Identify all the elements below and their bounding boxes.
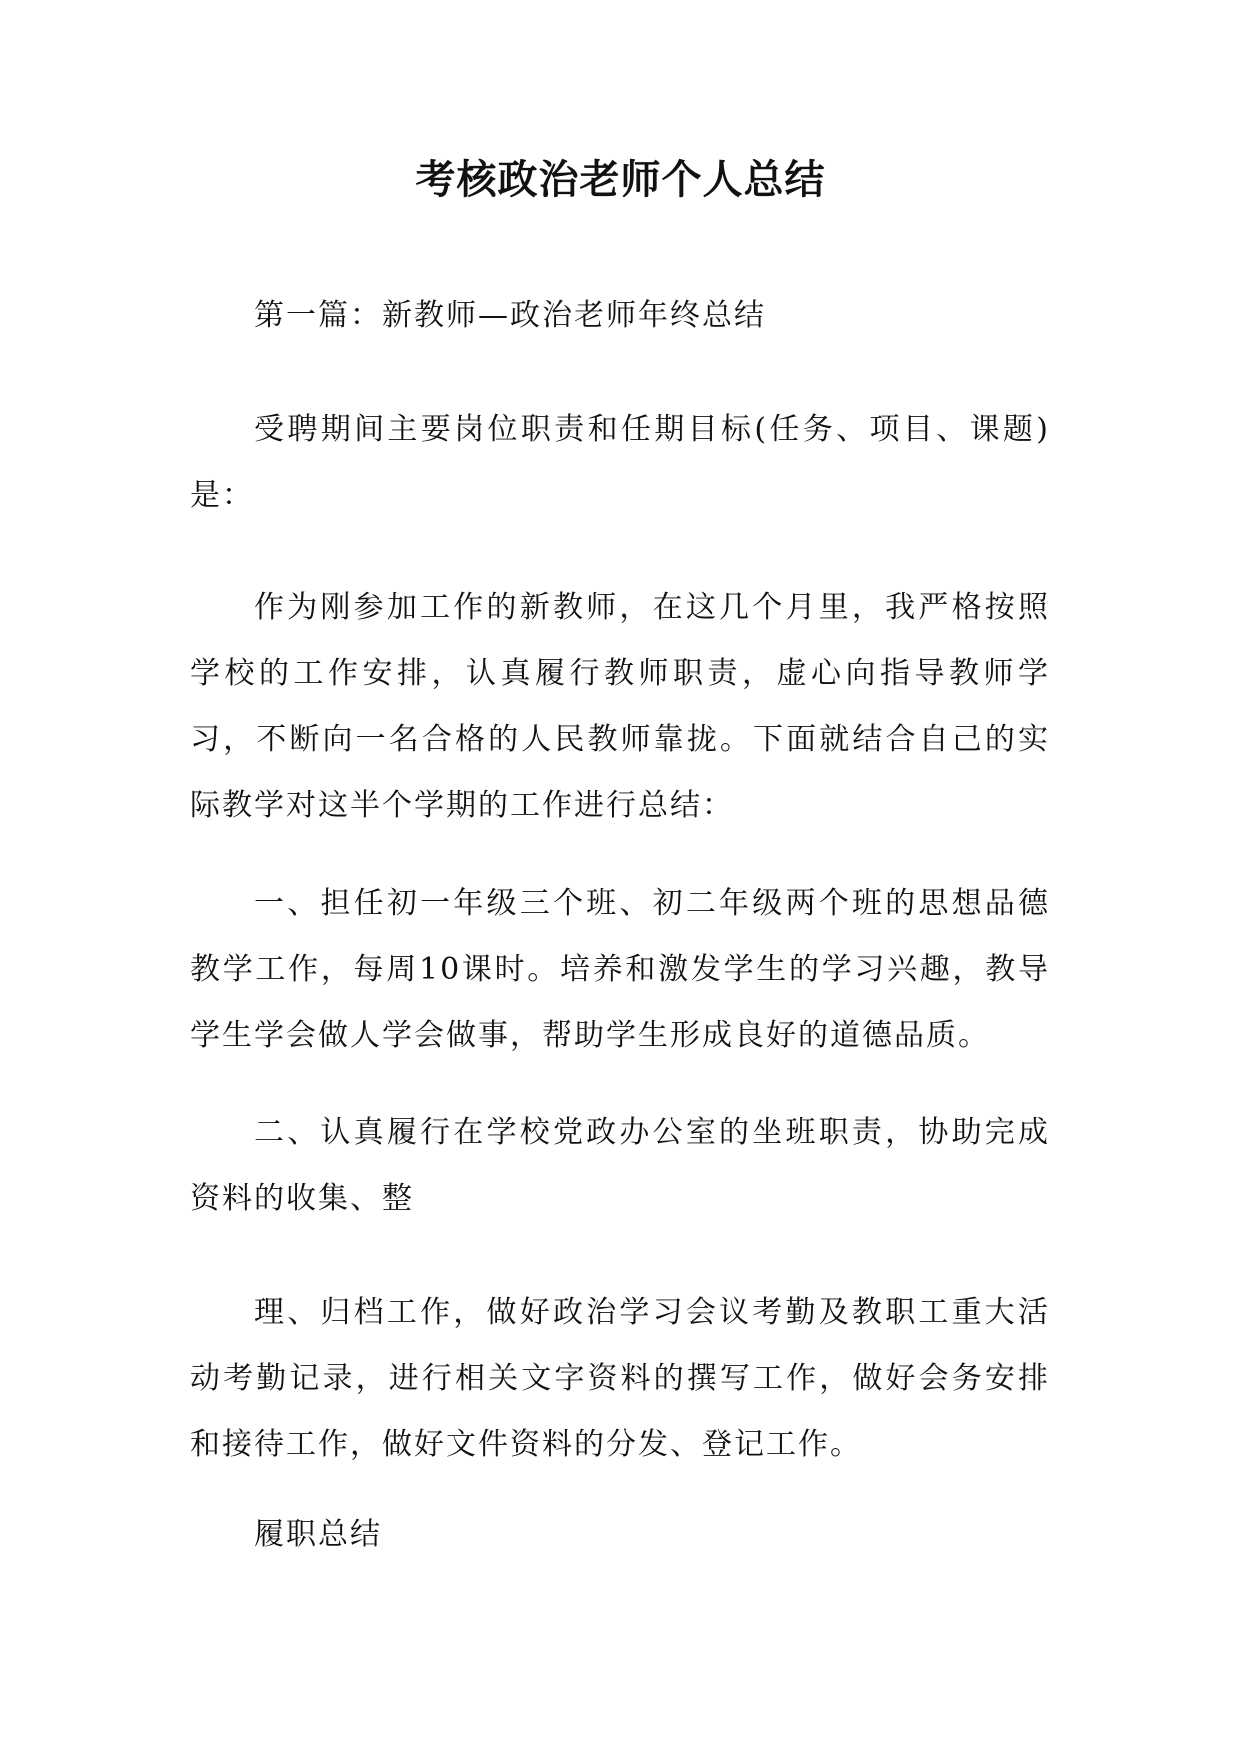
paragraph-duties-intro: 受聘期间主要岗位职责和任期目标(任务、项目、课题)是：: [190, 412, 1050, 513]
paragraph-item-two-continued: 理、归档工作，做好政治学习会议考勤及教职工重大活动考勤记录，进行相关文字资料的撰写工作，做好会务安排和接待工作，做好文件资料的分发、登记工作。: [190, 1295, 1050, 1462]
paragraph-item-one: 一、担任初一年级三个班、初二年级两个班的思想品德教学工作，每周10课时。培养和激发学生的学习兴趣，教导学生学会做人学会做事，帮助学生形成良好的道德品质。: [190, 886, 1050, 1053]
paragraph-section-heading: 第一篇：新教师—政治老师年终总结: [254, 298, 766, 333]
paragraph-new-teacher: 作为刚参加工作的新教师，在这几个月里，我严格按照学校的工作安排，认真履行教师职责，虚心向指导教师学习，不断向一名合格的人民教师靠拢。下面就结合自己的实际教学对这半个学期的工作进行总结：: [190, 590, 1050, 823]
paragraph-item-two: 二、认真履行在学校党政办公室的坐班职责，协助完成资料的收集、整: [190, 1115, 1050, 1216]
paragraph-performance-summary: 履职总结: [254, 1517, 382, 1552]
document-title: 考核政治老师个人总结: [415, 156, 826, 203]
